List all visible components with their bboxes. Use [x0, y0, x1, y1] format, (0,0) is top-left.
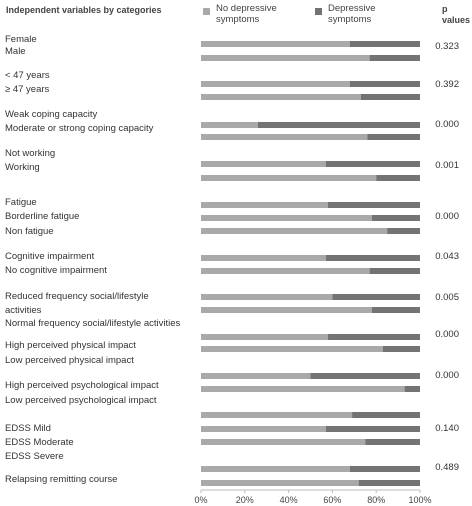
- p-value: 0.000: [435, 370, 459, 381]
- bar-depressive: [328, 334, 420, 340]
- bar-depressive: [370, 268, 420, 274]
- bar-depressive: [311, 373, 421, 379]
- header-title: Independent variables by categories: [6, 5, 162, 15]
- bar-no-depressive: [201, 255, 326, 261]
- p-value: 0.043: [435, 251, 459, 262]
- bar-no-depressive: [201, 81, 350, 87]
- bar-no-depressive: [201, 294, 332, 300]
- x-tick-label: 20%: [235, 495, 254, 505]
- p-value: 0.000: [435, 119, 459, 130]
- bar-no-depressive: [201, 439, 365, 445]
- bar-depressive: [352, 412, 420, 418]
- bar-no-depressive: [201, 426, 326, 432]
- bar-depressive: [326, 161, 420, 167]
- bar-depressive: [359, 480, 420, 486]
- p-value: 0.000: [435, 329, 459, 340]
- bar-no-depressive: [201, 228, 387, 234]
- category-label: Borderline fatigue: [5, 211, 80, 222]
- p-value: 0.140: [435, 423, 459, 434]
- category-label: Female: [5, 34, 37, 45]
- bar-no-depressive: [201, 41, 350, 47]
- bar-depressive: [350, 466, 420, 472]
- x-tick-label: 100%: [408, 495, 432, 505]
- bar-no-depressive: [201, 307, 372, 313]
- bar-depressive: [326, 426, 420, 432]
- bar-depressive: [383, 346, 420, 352]
- bar-depressive: [367, 134, 420, 140]
- category-label: EDSS Moderate: [5, 437, 74, 448]
- p-value: 0.005: [435, 292, 459, 303]
- legend-dep-label: Depressive symptoms: [328, 3, 376, 25]
- bar-no-depressive: [201, 466, 350, 472]
- bar-depressive: [387, 228, 420, 234]
- bar-no-depressive: [201, 346, 383, 352]
- category-label: Not working: [5, 148, 56, 159]
- bar-no-depressive: [201, 373, 311, 379]
- bar-depressive: [361, 94, 420, 100]
- category-label: Low perceived physical impact: [5, 355, 134, 366]
- category-label: Working: [5, 162, 40, 173]
- category-label: Relapsing remitting course: [5, 474, 118, 485]
- bar-no-depressive: [201, 412, 352, 418]
- category-label: ≥ 47 years: [5, 84, 50, 95]
- category-label: Reduced frequency social/lifestyle: [5, 291, 149, 302]
- category-label: Moderate or strong coping capacity: [5, 123, 154, 134]
- p-values-header: p values: [442, 4, 471, 25]
- category-label: Low perceived psychological impact: [5, 395, 157, 406]
- category-label: Normal frequency social/lifestyle activities: [5, 318, 181, 329]
- x-tick-label: 40%: [279, 495, 298, 505]
- bar-no-depressive: [201, 94, 361, 100]
- category-label: No cognitive impairment: [5, 265, 107, 276]
- category-label: EDSS Mild: [5, 423, 51, 434]
- bar-depressive: [328, 202, 420, 208]
- category-label: activities: [5, 305, 42, 316]
- bar-depressive: [326, 255, 420, 261]
- x-tick-label: 60%: [323, 495, 342, 505]
- bar-no-depressive: [201, 202, 328, 208]
- category-label: High perceived psychological impact: [5, 380, 159, 391]
- bar-depressive: [350, 81, 420, 87]
- category-label: < 47 years: [5, 70, 50, 81]
- bar-no-depressive: [201, 55, 370, 61]
- p-value: 0.489: [435, 462, 459, 473]
- bar-no-depressive: [201, 215, 372, 221]
- bar-depressive: [372, 215, 420, 221]
- x-tick-label: 80%: [367, 495, 386, 505]
- p-value: 0.392: [435, 79, 459, 90]
- bar-depressive: [405, 386, 420, 392]
- category-label: Fatigue: [5, 197, 37, 208]
- bar-no-depressive: [201, 161, 326, 167]
- legend-no-label: No depressive symptoms: [216, 3, 277, 25]
- bar-no-depressive: [201, 134, 367, 140]
- category-label: Cognitive impairment: [5, 251, 95, 262]
- bar-depressive: [258, 122, 420, 128]
- bar-no-depressive: [201, 480, 359, 486]
- p-value: 0.001: [435, 160, 459, 171]
- bar-no-depressive: [201, 175, 376, 181]
- category-label: Male: [5, 46, 26, 57]
- x-tick-label: 0%: [194, 495, 208, 505]
- bar-depressive: [332, 294, 420, 300]
- bar-depressive: [376, 175, 420, 181]
- bar-depressive: [370, 55, 420, 61]
- category-label: High perceived physical impact: [5, 340, 136, 351]
- category-label: EDSS Severe: [5, 451, 64, 462]
- bar-depressive: [365, 439, 420, 445]
- p-value: 0.000: [435, 211, 459, 222]
- bar-depressive: [350, 41, 420, 47]
- bar-no-depressive: [201, 122, 258, 128]
- bar-no-depressive: [201, 334, 328, 340]
- category-label: Non fatigue: [5, 226, 54, 237]
- bar-depressive: [372, 307, 420, 313]
- p-value: 0.323: [435, 41, 459, 52]
- bar-no-depressive: [201, 386, 405, 392]
- bar-no-depressive: [201, 268, 370, 274]
- category-label: Weak coping capacity: [5, 109, 98, 120]
